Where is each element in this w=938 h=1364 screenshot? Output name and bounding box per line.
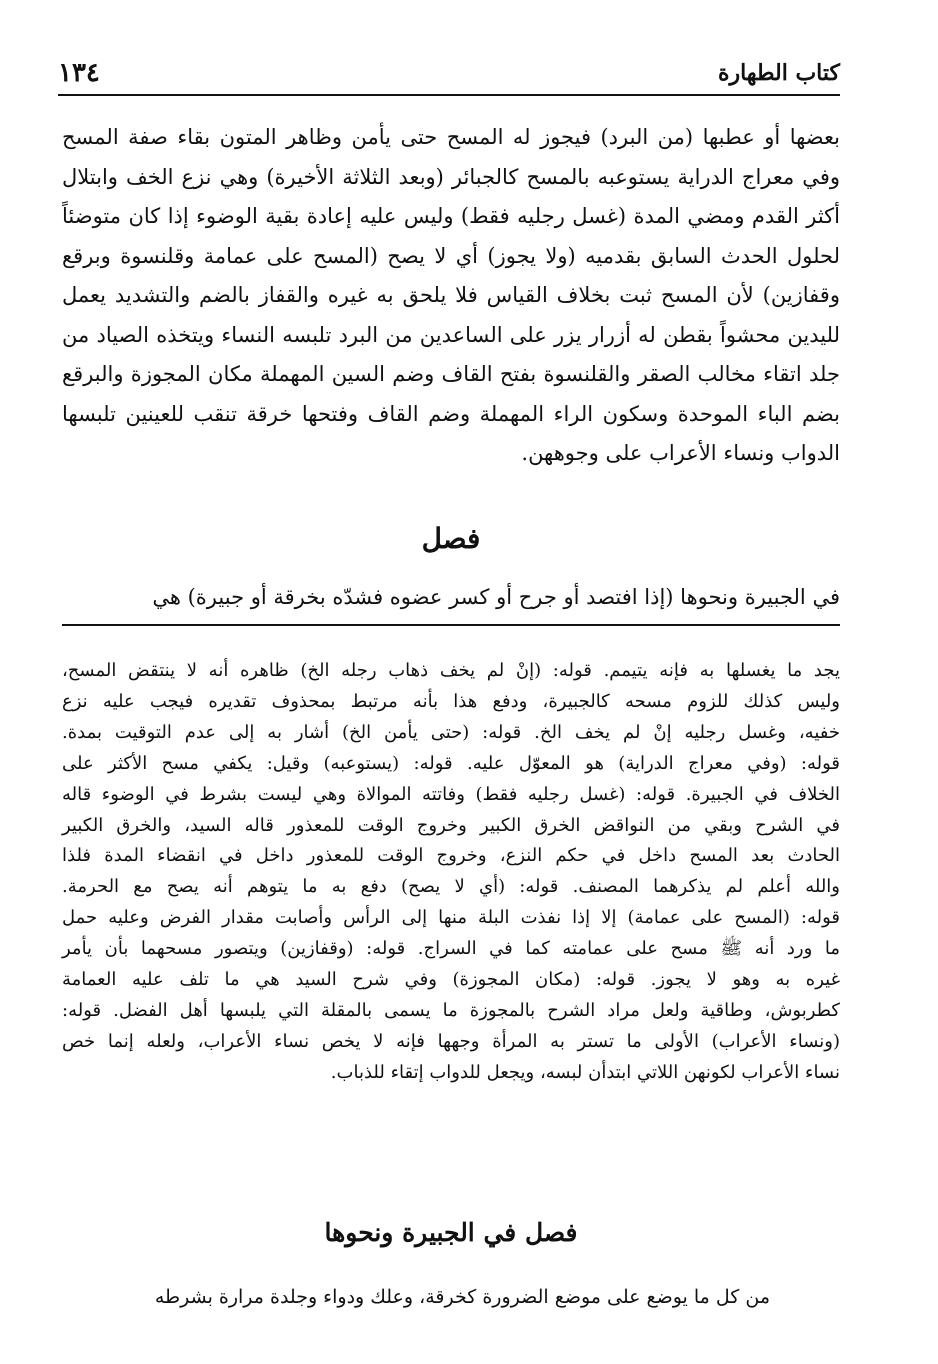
main-line: جلد اتقاء مخالب الصقر والقلنسوة بفتح القاف وضم السين المهملة مكان المجوزة والبرقع [62,362,840,386]
chapter-title: كتاب الطهارة [717,60,840,86]
section-subtitle: في الجبيرة ونحوها (إذا افتصد أو جرح أو كسر عضوه فشدّه بخرقة أو جبيرة) هي [152,585,840,609]
main-line: لليدين محشواً بقطن له أزرار يزر على الساعدين من البرد تلبسه النساء ويتخذه الصياد من [62,322,840,347]
main-line: الدواب ونساء الأعراب على وجوههن. [521,441,840,465]
commentary-line: (ونساء الأعراب) الأولى ما تستر به المرأة وجهها فإنه لا يخص نساء الأعراب، ولعله إنما خص [62,1030,840,1052]
main-line: لحلول الحدث السابق بقدميه (ولا يجوز) أي لا يصح (المسح على عمامة وقلنسوة وبرقع [62,243,840,268]
page-header [58,48,840,96]
commentary-line: الحادث بعد المسح داخل في حكم النزع، وخروج الوقت للمعذور داخل في انقضاء المدة فلذا [62,845,840,867]
main-line: أكثر القدم ومضي المدة (غسل رجليه فقط) وليس عليه إعادة بقية الوضوء إذا كان متوضئاً [62,204,840,228]
divider [62,624,840,626]
commentary-line: نساء الأعراب لكونهن اللاتي ابتدأن لبسه، ويجعل للدواب إتقاء للذباب. [330,1061,840,1083]
section-2-body: من كل ما يوضع على موضع الضرورة كخرقة، وعلك ودواء وجلدة مرارة بشرطه [154,1286,770,1308]
commentary-line: ما ورد أنه ﷺ مسح على عمامته كما في السراج. قوله: (وقفازين) ويتصور مسحهما بأن يأمر [62,938,840,960]
commentary-line: قوله: (المسح على عمامة) إلا إذا نفذت البلة منها إلى الرأس وأصابت مقدار الفرض وعليه حمل [62,907,840,929]
commentary-line: قوله: (وفي معراج الدراية) هو المعوّل عليه. قوله: (يستوعبه) وقيل: يكفي مسح الأكثر على [62,752,840,774]
main-line: بضم الباء الموحدة وسكون الراء المهملة وضم القاف وفتحها خرقة تنقب للعينين تلبسها [62,401,840,426]
commentary-line: غيره به وهو لا يجوز. قوله: (مكان المجوزة) وفي شرح السيد هي ما تلف عليه العمامة [62,969,840,991]
main-line: بعضها أو عطبها (من البرد) فيجوز له المسح حتى يأمن وظاهر المتون بقاء صفة المسح [62,125,840,149]
section-heading-2: فصل في الجبيرة ونحوها [324,1218,578,1247]
section-heading: فصل [421,522,481,555]
main-paragraph [62,118,840,474]
commentary-line: والله أعلم لم يذكرهما المصنف. قوله: (أي لا يصح) دفع به ما يتوهم أنه يصح مع الحرمة. [62,876,840,898]
commentary-line: الخلاف في الجبيرة. قوله: (غسل رجليه فقط) وفاتته الموالاة وهي ليست بشرط في الوضوء قاله [62,783,840,805]
main-text [62,118,840,474]
commentary-line: وليس كذلك للزوم مسحه كالجبيرة، ودفع هذا بأنه مرتبط بمحذوف تقديره فيجب عليه نزع [62,690,840,712]
commentary-line: في الشرح وبقي من النواقض الخرق الكبير وخروج الوقت للمعذور قاله السيد، والخرق الكبير [62,814,840,836]
page-number: ١٣٤ [58,58,100,88]
commentary-line: كطربوش، وطاقية ولعل مراد الشرح بالمجوزة ما يسمى بالمقلة التي يلبسها أهل الفضل. قوله: [62,999,840,1021]
main-line: وفي معراج الدراية يستوعبه بالمسح كالجبائر (وبعد الثلاثة الأخيرة) وهي نزع الخف وابتلال [62,164,840,189]
commentary-line: يجد ما يغسلها به فإنه يتيمم. قوله: (إنْ لم يخف ذهاب رجله الخ) ظاهره أنه لا ينتقض المسح، [62,660,840,681]
commentary [62,656,840,1089]
main-line: وقفازين) لأن المسح ثبت بخلاف القياس فلا يلحق به غيره والقفاز بالضم والتشديد يعمل [62,283,840,307]
commentary-line: خفيه، وغسل رجليه إنْ لم يخف الخ. قوله: (حتى يأمن الخ) أشار به إلى عدم التوقيت بمدة. [62,721,840,743]
